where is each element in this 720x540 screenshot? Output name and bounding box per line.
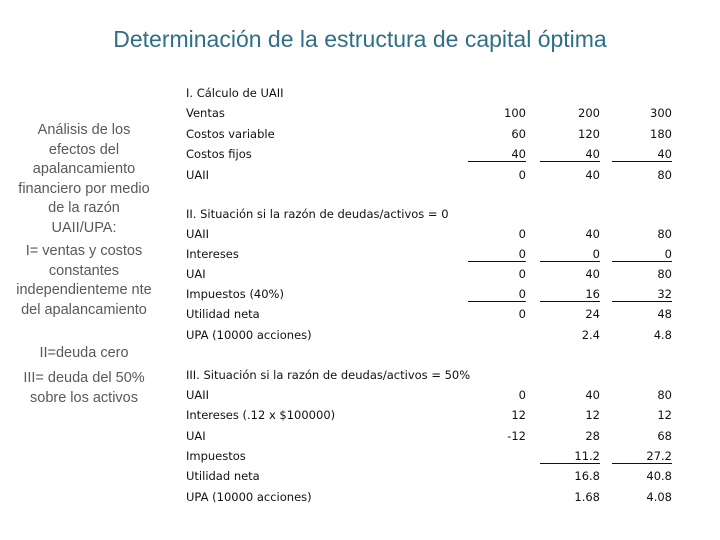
cell-value: 0 bbox=[540, 247, 600, 262]
cell-value: 4.8 bbox=[653, 328, 672, 342]
cell-value: 12 bbox=[657, 408, 672, 422]
left-text-case-ii: II=deuda cero bbox=[39, 345, 129, 361]
row-label: Costos fijos bbox=[186, 147, 252, 161]
page-title: Determinación de la estructura de capital óptima bbox=[113, 26, 607, 52]
row-label: UAII bbox=[186, 227, 210, 241]
row-label: Costos variable bbox=[186, 127, 275, 141]
cell-value: 80 bbox=[657, 388, 672, 402]
cell-value: 0 bbox=[468, 287, 526, 302]
row-label: UAII bbox=[186, 388, 210, 402]
cell-value: 120 bbox=[578, 127, 600, 141]
cell-value: 27.2 bbox=[612, 449, 672, 464]
cell-value: 80 bbox=[657, 267, 672, 281]
section-heading-iii: III. Situación si la razón de deudas/activos = 50% bbox=[186, 368, 471, 382]
cell-value: 0 bbox=[518, 307, 526, 321]
cell-value: 180 bbox=[650, 127, 672, 141]
row-label: Utilidad neta bbox=[186, 307, 260, 321]
cell-value: 16 bbox=[540, 287, 600, 302]
left-text-case-i: I= ventas y costos constantes independienteme nte del apalancamiento bbox=[16, 243, 152, 318]
cell-value: 40 bbox=[540, 147, 600, 162]
cell-value: 0 bbox=[612, 247, 672, 262]
cell-value: 80 bbox=[657, 168, 672, 182]
left-text-analysis: Análisis de los efectos del apalancamiento financiero por medio de la razón UAII/UPA: bbox=[18, 122, 150, 236]
cell-value: 0 bbox=[518, 168, 526, 182]
cell-value: 100 bbox=[504, 106, 526, 120]
row-label: UPA (10000 acciones) bbox=[186, 490, 312, 504]
cell-value: 40 bbox=[585, 388, 600, 402]
row-label: Intereses bbox=[186, 247, 239, 261]
cell-value: 0 bbox=[518, 388, 526, 402]
cell-value: 12 bbox=[511, 408, 526, 422]
cell-value: 0 bbox=[518, 227, 526, 241]
cell-value: 40 bbox=[585, 227, 600, 241]
cell-value: 48 bbox=[657, 307, 672, 321]
section-heading-i: I. Cálculo de UAII bbox=[186, 86, 284, 100]
cell-value: 68 bbox=[657, 429, 672, 443]
cell-value: -12 bbox=[507, 429, 526, 443]
row-label: Utilidad neta bbox=[186, 469, 260, 483]
left-text-case-iii: III= deuda del 50% sobre los activos bbox=[23, 370, 145, 406]
cell-value: 0 bbox=[468, 247, 526, 262]
cell-value: 200 bbox=[578, 106, 600, 120]
cell-value: 11.2 bbox=[540, 449, 600, 464]
row-label: UAI bbox=[186, 267, 206, 281]
cell-value: 24 bbox=[585, 307, 600, 321]
row-label: UPA (10000 acciones) bbox=[186, 328, 312, 342]
cell-value: 40 bbox=[612, 147, 672, 162]
cell-value: 40 bbox=[585, 267, 600, 281]
row-label: Impuestos (40%) bbox=[186, 287, 284, 301]
cell-value: 12 bbox=[585, 408, 600, 422]
row-label: UAI bbox=[186, 429, 206, 443]
cell-value: 28 bbox=[585, 429, 600, 443]
cell-value: 0 bbox=[518, 267, 526, 281]
cell-value: 32 bbox=[612, 287, 672, 302]
row-label: Intereses (.12 x $100000) bbox=[186, 408, 336, 422]
cell-value: 80 bbox=[657, 227, 672, 241]
row-label: Impuestos bbox=[186, 449, 246, 463]
cell-value: 40 bbox=[585, 168, 600, 182]
section-heading-ii: II. Situación si la razón de deudas/activos = 0 bbox=[186, 207, 449, 221]
cell-value: 4.08 bbox=[646, 490, 672, 504]
cell-value: 2.4 bbox=[581, 328, 600, 342]
cell-value: 300 bbox=[650, 106, 672, 120]
row-label: UAII bbox=[186, 168, 210, 182]
row-label: Ventas bbox=[186, 106, 225, 120]
cell-value: 1.68 bbox=[574, 490, 600, 504]
cell-value: 40 bbox=[468, 147, 526, 162]
cell-value: 60 bbox=[511, 127, 526, 141]
cell-value: 16.8 bbox=[574, 469, 600, 483]
cell-value: 40.8 bbox=[646, 469, 672, 483]
